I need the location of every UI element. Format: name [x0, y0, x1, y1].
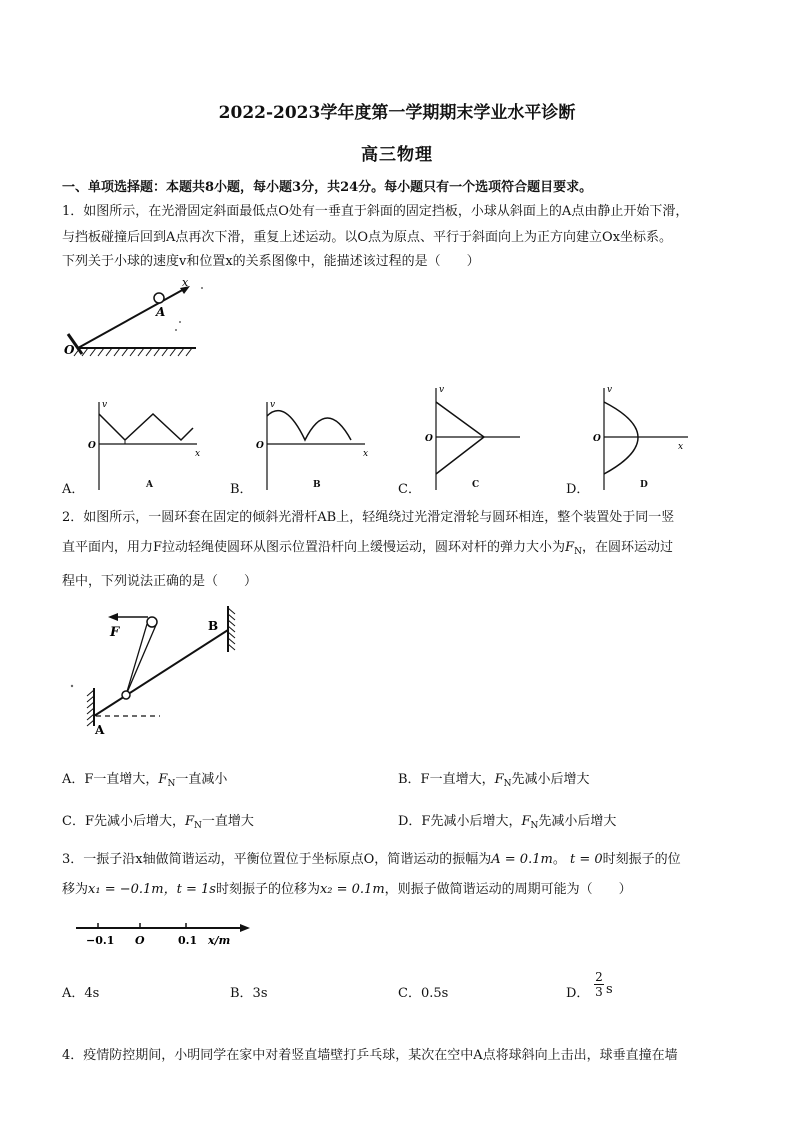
q2-rod-figure: [62, 600, 252, 740]
q3-line-1-b: 。: [552, 852, 566, 867]
q3-option-c: C．0.5s: [398, 986, 449, 1001]
q1-option-a: A．: [62, 482, 85, 497]
q3-line-1: [62, 848, 681, 867]
q2-option-d-sub: N: [530, 821, 539, 831]
q3-frac-den: 3: [595, 985, 603, 999]
graph-b-o-label: O: [256, 441, 264, 451]
q3-x1: x₁ = −0.1m，t = 1s: [88, 882, 216, 897]
graph-a-x-label: x: [195, 449, 201, 459]
q2-option-c-sub: N: [194, 821, 202, 831]
q2-option-a-sub: N: [167, 779, 176, 789]
graph-d-x-label: x: [678, 442, 684, 452]
q2-fn-symbol: F: [565, 540, 575, 555]
q3-tick-origin: O: [135, 934, 145, 947]
q1-incline-figure: [60, 276, 220, 366]
q3-tick-neg: −0.1: [86, 934, 115, 947]
q3-line-1-a: 3．一振子沿x轴做简谐运动，平衡位置位于坐标原点O，简谐运动的振幅为: [62, 852, 492, 867]
q2-option-b-sub: N: [503, 779, 512, 789]
q2-option-c-suffix: 一直增大: [201, 814, 254, 829]
q2-option-a-prefix: A．F一直增大，: [62, 772, 159, 787]
q2-line-2-text: 直平面内，用力F拉动轻绳使圆环从图示位置沿杆向上缓慢运动，圆环对杆的弹力大小为: [62, 540, 566, 555]
q3-option-d-unit: s: [606, 982, 613, 997]
q2-option-c-prefix: C．F先减小后增大，: [62, 814, 185, 829]
section-heading: 一、单项选择题：本题共8小题，每小题3分，共24分。每小题只有一个选项符合题目要求。: [62, 180, 593, 195]
page-title: 2022-2023学年度第一学期期末学业水平诊断: [218, 103, 576, 123]
q1-line-2: 与挡板碰撞后回到A点再次下滑，重复上述运动。以O点为原点、平行于斜面向上为正方向建立Ox坐标系。: [62, 230, 673, 245]
q3-frac-num: 2: [595, 970, 603, 984]
q1-graph-b: [253, 394, 373, 494]
q2-option-d-sym: F: [521, 814, 531, 829]
q1-option-c: C．: [398, 482, 421, 497]
q3-amplitude: A = 0.1m: [491, 852, 553, 867]
q1-option-b: B．: [230, 482, 253, 497]
q3-line-2-a: 移为: [62, 882, 89, 897]
q3-tick-pos: 0.1: [178, 934, 198, 947]
q2-option-d-suffix: 先减小后增大: [538, 814, 617, 829]
graph-d-o-label: O: [593, 434, 601, 444]
q2-point-a-label: A: [95, 723, 105, 737]
q3-x2: x₂ = 0.1m: [319, 882, 385, 897]
graph-b-v-label: v: [270, 400, 276, 410]
q2-option-a-sym: F: [158, 772, 168, 787]
graph-b-x-label: x: [363, 449, 369, 459]
q2-line-2: [62, 536, 673, 557]
q3-option-d-fraction: [594, 970, 604, 999]
q3-line-2: [62, 878, 632, 897]
q2-option-d: [398, 810, 616, 831]
q1-point-label: A: [156, 305, 166, 319]
q3-option-d: D．: [566, 986, 590, 1001]
page-subtitle: 高三物理: [361, 145, 433, 165]
graph-c-v-label: v: [439, 385, 445, 395]
q3-time-zero: t = 0: [569, 852, 603, 867]
q1-line-3: 下列关于小球的速度v和位置x的关系图像中，能描述该过程的是（ ）: [62, 254, 480, 269]
q2-line-2-tail: ，在圆环运动过: [581, 540, 673, 555]
graph-d-v-label: v: [607, 385, 613, 395]
q1-graph-a: [85, 394, 205, 494]
q1-graph-c-caption: C: [472, 480, 480, 490]
q2-fn-sub: N: [574, 547, 582, 557]
q2-line-1: 2．如图所示，一圆环套在固定的倾斜光滑杆AB上，轻绳绕过光滑定滑轮与圆环相连，整个装置处于同一竖: [62, 510, 675, 525]
q2-option-b: [398, 768, 590, 789]
q2-option-b-sym: F: [494, 772, 504, 787]
q1-origin-label: O: [64, 343, 75, 357]
q2-point-b-label: B: [208, 619, 219, 633]
graph-a-v-label: v: [102, 400, 108, 410]
q1-graph-c: [422, 382, 532, 494]
q2-option-b-suffix: 先减小后增大: [511, 772, 590, 787]
graph-c-o-label: O: [425, 434, 433, 444]
q1-option-d: D．: [566, 482, 590, 497]
q1-axis-label: x: [182, 276, 189, 289]
q3-axis-figure: [68, 916, 258, 950]
q2-force-label: F: [110, 625, 120, 640]
q3-line-2-c: ，则振子做简谐运动的周期可能为（ ）: [384, 882, 632, 897]
q3-axis-unit: x/m: [208, 934, 231, 947]
q3-line-1-c: 时刻振子的位: [602, 852, 681, 867]
q1-graph-d: [590, 382, 700, 494]
q2-option-c: [62, 810, 254, 831]
q1-graph-a-caption: A: [146, 480, 153, 490]
q2-option-d-prefix: D．F先减小后增大，: [398, 814, 522, 829]
q3-option-a: A．4s: [62, 986, 100, 1001]
q1-graph-b-caption: B: [313, 480, 321, 490]
q3-option-b: B．3s: [230, 986, 268, 1001]
graph-a-o-label: O: [88, 441, 96, 451]
q3-line-2-b: 时刻振子的位移为: [215, 882, 320, 897]
q2-option-b-prefix: B．F一直增大，: [398, 772, 495, 787]
q2-option-c-sym: F: [184, 814, 194, 829]
q2-option-a: [62, 768, 227, 789]
q1-line-1: 1．如图所示，在光滑固定斜面最低点O处有一垂直于斜面的固定挡板，小球从斜面上的A点由静止开始下滑，: [62, 204, 689, 219]
q2-option-a-suffix: 一直减小: [175, 772, 228, 787]
q4-line-1: 4．疫情防控期间，小明同学在家中对着竖直墙壁打乒乓球，某次在空中A点将球斜向上击出，球垂直撞在墙: [62, 1048, 678, 1063]
q1-graph-d-caption: D: [640, 480, 648, 490]
q2-line-3: 程中，下列说法正确的是（ ）: [62, 574, 258, 589]
